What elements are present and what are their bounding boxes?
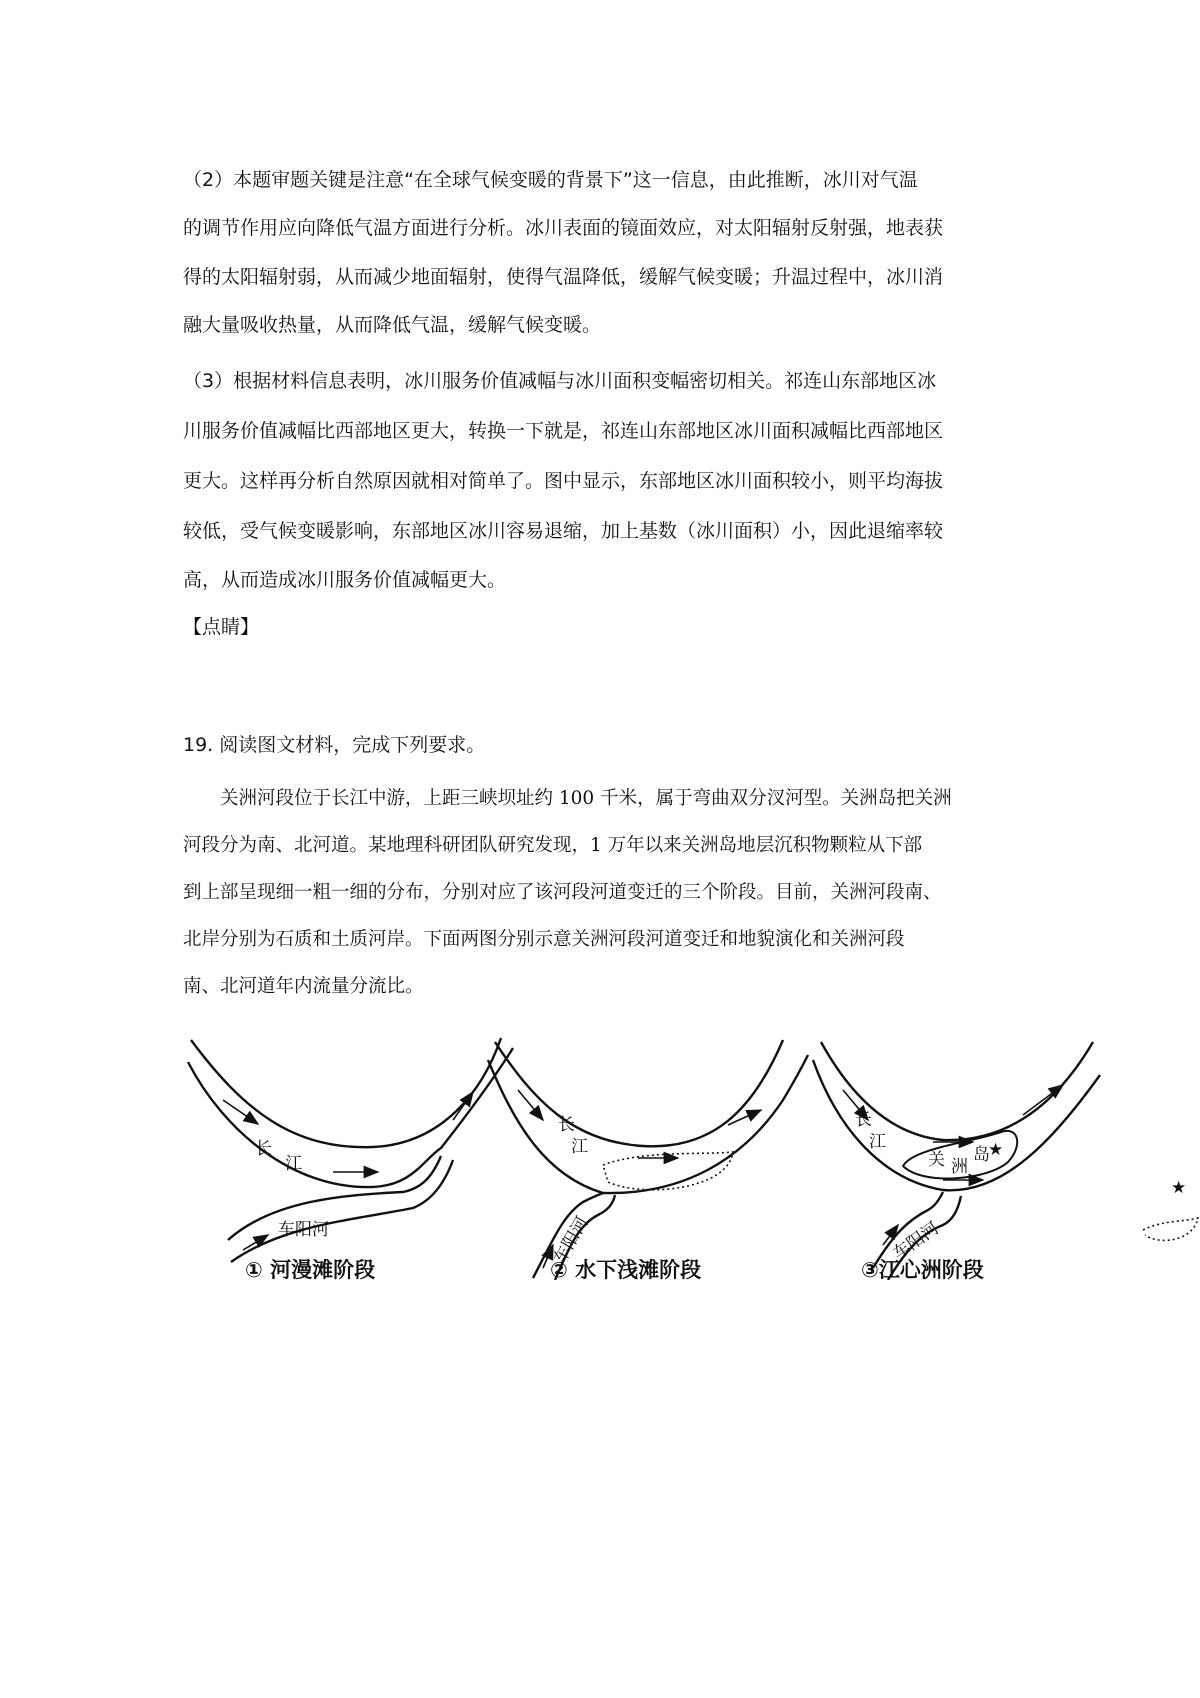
label-changjiang-3a: 长 <box>855 1110 872 1130</box>
river-bank-lower <box>188 1048 513 1187</box>
tributary-bank-lower <box>231 1160 453 1262</box>
p2-line: 得的太阳辐射弱，从而减少地面辐射，使得气温降低，缓解气候变暖；升温过程中，冰川消 <box>183 266 944 288</box>
material-line: 河段分为南、北河道。某地理科研团队研究发现，1 万年以来关洲岛地层沉积物颗粒从下部 <box>183 835 923 856</box>
caption-stage2: ② 水下浅滩阶段 <box>550 1258 702 1280</box>
label-changjiang-3b: 江 <box>869 1132 886 1152</box>
p3-line: 高，从而造成冰川服务价值减幅更大。 <box>183 569 507 591</box>
label-island-a: 关 <box>928 1150 945 1170</box>
label-changjiang-2b: 江 <box>571 1137 588 1157</box>
dianjing-heading: 【点睛】 <box>183 616 260 638</box>
question-title: 19. 阅读图文材料，完成下列要求。 <box>183 734 486 756</box>
flow-arrow <box>453 1092 473 1120</box>
p2-line: （2）本题审题关键是注意“在全球气候变暖的背景下”这一信息，由此推断，冰川对气温 <box>183 169 918 191</box>
label-cheyanghe-3: 车阳河 <box>889 1218 943 1265</box>
label-changjiang-2a: 长 <box>558 1115 575 1135</box>
material-line: 南、北河道年内流量分流比。 <box>183 976 424 997</box>
caption-stage3: ③江心洲阶段 <box>861 1258 984 1280</box>
caption-stage1: ① 河漫滩阶段 <box>245 1258 376 1280</box>
flow-arrow <box>1023 1085 1063 1115</box>
river-bank-lower <box>488 1055 808 1193</box>
legend-star-icon: ★ <box>1171 1178 1187 1198</box>
p3-line: （3）根据材料信息表明，冰川服务价值减幅与冰川面积变幅密切相关。祁连山东部地区冰 <box>183 370 937 392</box>
label-changjiang-1a: 长 <box>255 1139 272 1159</box>
flow-arrow <box>518 1090 543 1120</box>
material-line: 到上部呈现细一粗一细的分布，分别对应了该河段河道变迁的三个阶段。目前，关洲河段南、 <box>183 882 942 903</box>
p3-line: 川服务价值减幅比西部地区更大，转换一下就是，祁连山东部地区冰川面积减幅比西部地区 <box>183 420 944 442</box>
p3-line: 更大。这样再分析自然原因就相对简单了。图中显示，东部地区冰川面积较小，则平均海拔 <box>183 470 944 492</box>
panel-stage1 <box>188 1038 513 1262</box>
legend-dotted-shoal <box>1143 1218 1198 1240</box>
river-bank-upper <box>495 1040 783 1146</box>
p2-line: 的调节作用应向降低气温方面进行分析。冰川表面的镜面效应，对太阳辐射反射强，地表获 <box>183 217 944 239</box>
p2-line: 融大量吸收热量，从而降低气温，缓解气候变暖。 <box>183 314 602 336</box>
label-cheyanghe-2: 车阳河 <box>550 1213 593 1268</box>
label-island-c: 岛 <box>973 1145 990 1165</box>
star-icon: ★ <box>988 1140 1004 1160</box>
river-evolution-figure <box>183 1030 1200 1280</box>
tributary-bank-upper <box>228 1156 441 1240</box>
label-island-b: 洲 <box>951 1157 968 1177</box>
label-cheyanghe-1: 车阳河 <box>278 1220 329 1240</box>
label-changjiang-1b: 江 <box>285 1154 302 1174</box>
panel-stage2 <box>488 1040 808 1280</box>
p3-line: 较低，受气候变暖影响，东部地区冰川容易退缩，加上基数（冰川面积）小，因此退缩率较 <box>183 520 944 542</box>
material-line: 北岸分别为石质和土质河岸。下面两图分别示意关洲河段河道变迁和地貌演化和关洲河段 <box>183 929 905 950</box>
material-line: 关洲河段位于长江中游，上距三峡坝址约 100 千米，属于弯曲双分汊河型。关洲岛把关洲 <box>220 788 952 809</box>
